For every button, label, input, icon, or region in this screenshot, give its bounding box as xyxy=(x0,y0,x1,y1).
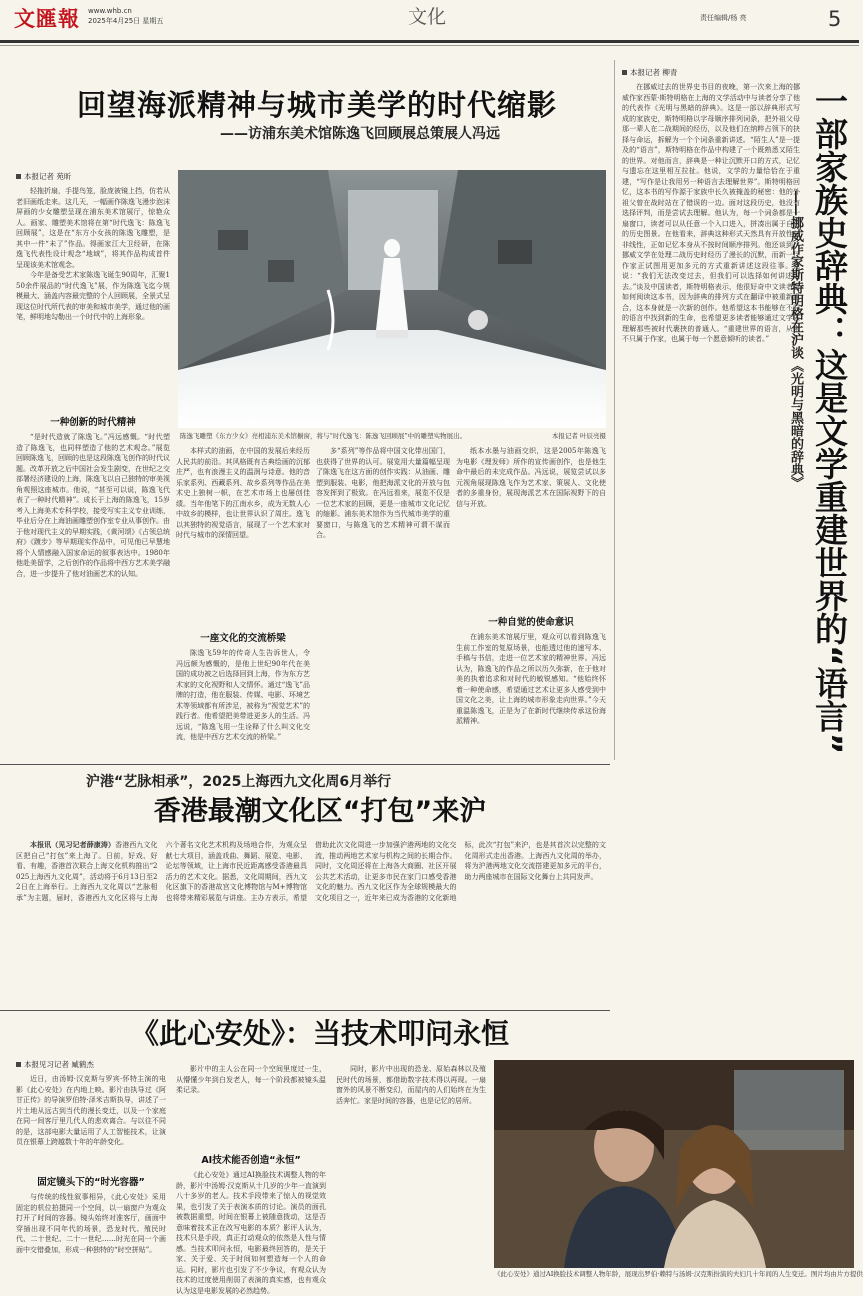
header-rule-thin xyxy=(0,45,859,46)
article4-col1b xyxy=(16,1192,166,1270)
article1-col4b-text: 在浦东美术馆展厅里，观众可以看到陈逸飞生前工作室的复原场景，也能透过他的速写本、手稿与书信，走进一位艺术家的精神世界。冯远认为，陈逸飞的作品之所以历久弥新，在于他对美的执着追求和对时代的敏锐感知。“他始终怀着一种使命感，希望通过艺术让更多人感受到中国文化之美，让上海的城市形象走向世界。”今天重温陈逸飞，正是为了在新时代继续传承这份海派精神。 xyxy=(456,633,606,725)
article1-col3 xyxy=(316,446,450,756)
movie-still xyxy=(494,1060,854,1268)
article4-col2b xyxy=(176,1170,326,1295)
article1-subhead1: 一种创新的时代精神 xyxy=(50,417,136,428)
article2-byline: 本报记者 柳青 xyxy=(622,68,677,79)
article1-col1-text: “是时代造就了陈逸飞。”冯远感慨。“时代塑造了陈逸飞，也同样塑造了他的艺术观念。”展览回顾陈逸飞，回顾的也是这段陈逸飞创作的时代议题。改革开放之后中国社会发生剧变，在世纪之交部署经济建设的上海，陈逸飞以自己独特的审美视角观照这座城市。他说，“甚至可以说，陈逸飞代表了一种时代精神”。成长于上海的陈逸飞，15岁考入上海美术专科学校，接受写实主义专业训练，毕业后分在上海油画雕塑创作室专业从事创作。由于他对现代主义的早期实践，《黄河颂》《占领总统府》《踱步》等早期现实作品中，可见他已早慧地将个人情感融入国家命运的叙事表达中。1980年他赴美留学，之后创作的作品将中西方艺术美学融合，进一步提升了他对油画艺术的认知。 xyxy=(16,433,170,578)
article1-p2: 今年是备受艺术家陈逸飞诞生90周年，汇聚150余件展品的“时代逸飞”展，作为陈逸飞迄今规模最大、涵盖内容最完整的个人回顾展，全景式呈现这位时代所代表的审美和城市美学，通过他的画笔，鲜明地勾勒出一个时代中的上海形象。 xyxy=(16,271,170,321)
article1-intro xyxy=(16,186,170,406)
article1-col4 xyxy=(456,446,606,596)
article1-col2-text: 本样式的油画，在中国的发展后来经历人民共的前沿。其风格既有古典绘画的沉郁庄严，也有浪漫主义的温润与诗意。他的音乐家系列、西藏系列、故乡系列等作品在美术史上独树一帜，在艺术市场上也屡创佳绩。当年他笔下的江南水乡，成为无数人心中故乡的模样，也让世界认识了周庄。逸飞以其独特的视觉语言，展现了一个艺术家对时代与城市的深情回望。 xyxy=(176,447,310,539)
article3-title: 香港最潮文化区“打包”来沪 xyxy=(153,796,487,827)
article4-col3: 同时，影片中出现的恐龙、原始森林以及殖民时代的场景，都借助数字技术得以再现。一扇窗外的风景不断变幻，而屋内的人们始终在为生活奔忙。家是时间的容器，也是记忆的居所。 xyxy=(336,1065,486,1105)
issue-date: 2025年4月25日 星期五 xyxy=(88,17,164,25)
article3-byline: 本报讯（见习记者薛康涛） xyxy=(30,840,116,849)
movie-still-svg xyxy=(494,1060,854,1268)
article4-col1 xyxy=(16,1074,166,1174)
article4-subhead2: AI技术能否创造“永恒” xyxy=(201,1155,301,1166)
article1-col4b xyxy=(456,632,606,756)
page-number: 5 xyxy=(828,7,842,31)
article1-subhead2: 一座文化的交流桥梁 xyxy=(200,633,286,644)
editor-credit: 责任编辑/杨 亮 xyxy=(700,14,747,22)
exhibition-photo-svg xyxy=(178,170,606,428)
header-rule xyxy=(0,40,859,43)
article2-text: 在挪威过去的世界史书目的夜晚，第一次来上海的挪威作家西蒙·斯特明格在上海的文学活动中与读者分享了他的代表作《光明与黑暗的辞典》。这是一部以辞典形式写成的家族史，斯特明格以字母顺序排列词条，把外祖父母那一辈人在二战期间的经历，以及他们在纳粹占领下的抉择与命运，拆解为一个个词条重新讲述。“陌生人”是一提及的“语言”，斯特明格在作品中构建了一个既熟悉又陌生的世界。对他而言，辞典是一种让沉默开口的方式，记忆与遗忘在这里相互拉扯。他说，文学的力量恰恰在于重建，“写作是让我用另一种语言去理解世界”。斯特明格回忆，这本书的写作源于家族中长久被掩盖的秘密：他的外祖父曾在战时站在了错误的一边。面对这段历史，他没有选择评判，而是尝试去理解。他认为，每一个词条都是一扇窗口，读者可以从任意一个入口进入，拼凑出属于自己的历史图景。在他看来，辞典这种形式天然具有开放性与非线性，正如记忆本身从不按时间顺序排列。他还谈到，挪威文学在处理二战历史时经历了漫长的沉默，而新一代作家正试图用更加多元的方式重新讲述这段往事。他说：“我们无法改变过去，但我们可以选择如何讲述过去。”谈及中国读者，斯特明格表示，他很好奇中文读者会如何阅读这本书，因为辞典的排列方式在翻译中被重新组合，这本身就是一次新的创作。他希望这本书能够在不同的语言中找到新的生命，也希望更多读者能够通过文学去理解那些被时代裹挟的普通人。“重建世界的语言，从来不只属于作家，也属于每一个愿意倾听的读者。” xyxy=(622,83,800,343)
article4-text2: 与传统的线性叙事相异，《此心安处》采用固定的机位拍摄同一个空间，以一扇窗户为观众打开了时间的容器。镜头始终对准客厅，画面中穿插出现不同年代的场景，恐龙时代、殖民时代、二十世纪、二十一世纪……时光在同一个画面中交错叠加，形成一种独特的“时空拼贴”。 xyxy=(16,1193,166,1254)
column-divider xyxy=(614,60,615,760)
article1-title: 回望海派精神与城市美学的时代缩影 xyxy=(76,88,557,122)
article1-col2b-text: 陈逸飞59年的传奇人生告诉世人，令冯远颇为感慨的，是他上世纪90年代在美国的成功被之后选择回到上海，作为东方艺术家的文化视野和人文情怀。通过“逸飞”品牌的打造，他在服装、传媒、电影、环境艺术等领域都有所涉足，被称为“视觉艺术”的践行者。他希望把美带进更多人的生活。冯远说，“陈逸飞用一生诠释了什么叫文化交流，他是中西方艺术交流的桥梁。” xyxy=(176,649,310,741)
exhibition-photo xyxy=(178,170,606,428)
article1-subhead3: 一种自觉的使命意识 xyxy=(488,617,574,628)
website: www.whb.cn xyxy=(88,7,132,15)
newspaper-logo: 文匯報 xyxy=(14,6,80,31)
article1-col2b xyxy=(176,648,310,756)
article1-col4-text: 纸本水墨与油画交织，这是2005年陈逸飞为电影《理发师》所作的宣传画创作，也是他生命中最后的未完成作品。冯远说，展览尝试以多元视角展现陈逸飞作为艺术家、策展人、文化使者的多重身份，展现海派艺术在国际视野下的自信与开放。 xyxy=(456,447,606,508)
article1-col3-text: 多“系列”等作品将中国文化带出国门，也获得了世界的认可。展览用大量篇幅呈现了陈逸飞在这方面的创作实践：从油画、雕塑到服装、电影，他把海派文化的开放与包容发挥到了极致。在冯远看来，展览不仅是一位艺术家的回顾，更是一座城市文化记忆的缩影。浦东美术馆作为当代城市美学的重要窗口，与陈逸飞的艺术精神可谓不谋而合。 xyxy=(316,447,450,539)
article3-body xyxy=(16,840,606,954)
article3-kicker: 沪港“艺脉相承”，2025上海西九文化周6月举行 xyxy=(86,774,392,790)
article4-col2: 影片中的主人公在同一个空间里度过一生，从懵懂少年到白发老人，每一个阶段都被镜头温柔记录。 xyxy=(176,1065,326,1094)
photo-credit: 本报记者 叶辰亮摄 xyxy=(551,432,606,440)
article1-intro-text: 轻拖折扇，手提鸟笼，脸庞被镜上挡，仿若从老旧画纸走来。这几天，一幅画作陈逸飞漫步泡沫屏画的少女雕塑呈现在浦东美术馆展厅，惊艳众人。画家、雕塑美术馆将在第“时代逸飞：陈逸飞回顾展”，这是在“东方小女孩的陈逸飞雕塑，是其中一件“未了”作品。得画家江大卫经研，在陈逸飞代表性设计观念“地域”，将其作品构成首件呈现该美术馆观念。 xyxy=(16,187,170,269)
photo-caption: 陈逸飞雕塑《东方少女》亮相浦东美术馆橱窗，将与“时代逸飞：陈逸飞回顾展”中的雕塑实物展出。 xyxy=(180,432,467,440)
article4-text3: 《此心安处》通过AI换脸技术调整人物的年龄，影片中汤姆·汉克斯从十几岁的少年一直演到八十多岁的老人。技术手段带来了惊人的视觉效果，也引发了关于表演本质的讨论。演员的面孔被数据重塑，时间在银幕上被随意拨动，这是否意味着技术正在改写电影的本质？影评人认为，技术只是手段，真正打动观众的依然是人性与情感。当技术叩问永恒，电影最终回答的，是关于家、关于爱、关于时间如何塑造每一个人的命运。同时，影片也引发了不少争议，有观众认为技术的过度使用削弱了表演的真实感，也有观众认为这是电影发展的必然趋势。 xyxy=(176,1171,326,1295)
article4-text: 近日，由汤姆·汉克斯与罗宾·怀特主演的电影《此心安处》在内地上映。影片由执导过《阿甘正传》的导演罗伯特·泽米吉斯执导，讲述了一片土地从远古到当代的漫长变迁，以及一个家庭在同一间客厅里几代人的悲欢离合。与以往不同的是，这部电影大量运用了人工智能技术，让演员在银幕上跨越数十年的年龄变化。 xyxy=(16,1075,166,1146)
article1-subtitle: ——访浦东美术馆陈逸飞回顾展总策展人冯远 xyxy=(220,126,500,142)
article3-top-rule xyxy=(0,764,610,765)
article2-title: 一部家族史辞典：这是文学重建世界的“语言” xyxy=(810,84,849,755)
article1-col2 xyxy=(176,446,310,576)
article2-subtitle: ——挪威作家斯特明格在沪谈《光明与黑暗的辞典》 xyxy=(788,190,803,489)
article1-col1 xyxy=(16,432,170,756)
article2-body xyxy=(622,82,800,1222)
article1-byline: 本报记者 苑昕 xyxy=(16,172,71,183)
article4-subhead1: 固定镜头下的“时光容器” xyxy=(37,1177,145,1188)
article3-text: 香港西九文化区把自己“打包”来上海了。日前，好戏、好看、有趣，香港首次联合上海文化机构推出“2025上海西九文化周”，活动将于6月13日至22日在上海举行。上海西九文化周以“艺脉相承”为主题，届时，香港西九文化区将与上海六个著名文化艺术机构及场地合作，为观众呈献七大项目，涵盖戏曲、舞蹈、展览、电影、论坛等领域，让上海市民近距离感受香港最具活力的艺术文化。据悉，文化周期间，西九文化区旗下的香港故宫文化博物馆与M+博物馆也将带来精彩展览与讲座。主办方表示，希望借助此次文化周进一步加强沪港两地的文化交流，推动两地艺术家与机构之间的长期合作。同时，文化周还将在上海各大商圈、社区开展公共艺术活动，让更多市民在家门口感受香港文化的魅力。西九文化区作为全球规模最大的文化项目之一，近年来已成为香港的文化新地标，此次“打包”来沪，也是其首次以完整的文化周形式走出香港。上海西九文化周的举办，将为沪港两地文化交流搭建更加多元的平台，助力两座城市在国际文化舞台上共同发声。 xyxy=(16,841,606,902)
section-title: 文化 xyxy=(408,6,447,28)
article4-top-rule xyxy=(0,1010,610,1011)
article4-byline: 本报见习记者 臧鹤杰 xyxy=(16,1060,94,1071)
movie-caption: 《此心安处》通过AI换脸技术调整人物年龄，展现出罗伯·赖特与汤姆·汉克斯扮演的夫妇几十年间的人生变迁。图片均由片方提供 xyxy=(494,1270,863,1278)
article4-title: 《此心安处》：当技术叩问永恒 xyxy=(130,1017,509,1050)
